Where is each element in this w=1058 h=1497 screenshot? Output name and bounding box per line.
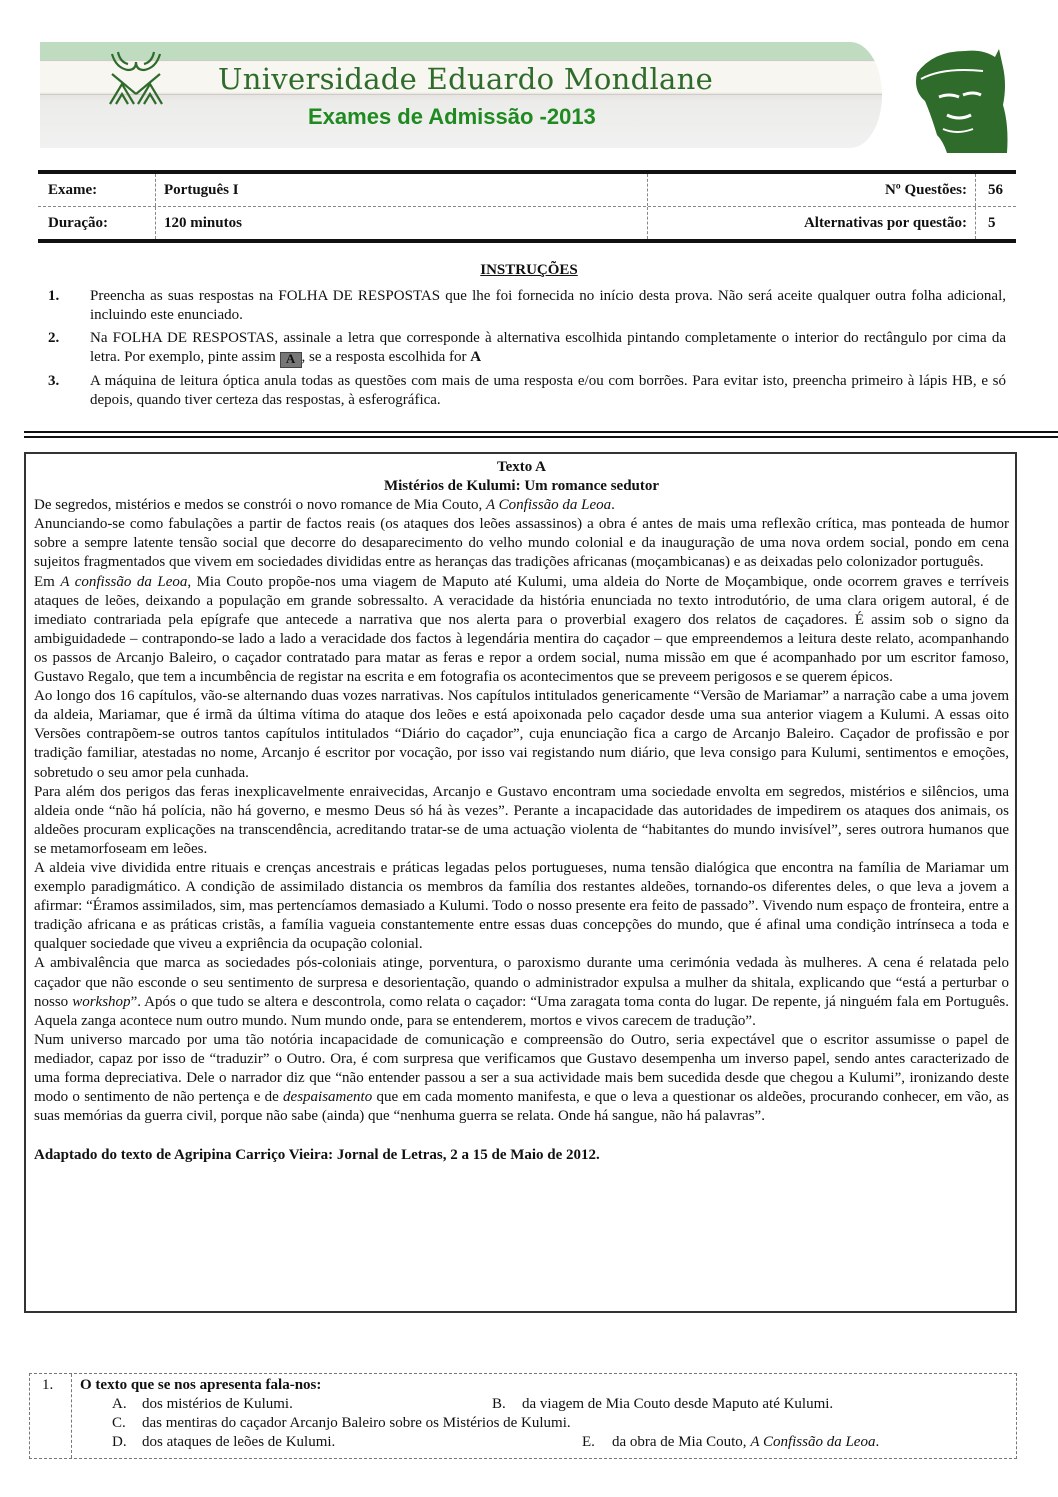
options-row xyxy=(80,1414,1016,1433)
option-c[interactable] xyxy=(112,1414,571,1433)
instruction-item xyxy=(48,287,1006,325)
paragraph: Anunciando-se como fabulações a partir de factos reais (os ataques dos leões assassinos) a obra é antes de mais uma reflexão crítica, mas ponteada de humor sobre a sempre latente tensão social que decorre do desaparecimento do velho mundo colonial e da inauguração de uma nova ordem social, pondo em cena sujeitos fragmentados que vivem em sociedades divididas entre as heranças das tradições africanas (moçambicanas) e as deixadas pelo colonizador português. xyxy=(34,516,1009,571)
instruction-text xyxy=(90,329,1006,368)
question-body xyxy=(72,1374,1016,1458)
instruction-number: 1. xyxy=(48,288,60,304)
university-name: Universidade Eduardo Mondlane xyxy=(218,62,714,96)
info-row-duration xyxy=(38,206,1016,239)
instruction-item xyxy=(48,329,1006,368)
option-text: dos ataques de leões de Kulumi. xyxy=(142,1434,336,1450)
exam-value: Português I xyxy=(156,174,648,206)
instruction-text: Preencha as suas respostas na FOLHA DE RESPOSTAS que lhe foi fornecida no início desta prova. Não será aceite qualquer outra folha adicional, incluindo este enunciado. xyxy=(90,288,1006,323)
alternatives-value: 5 xyxy=(988,214,996,231)
questions-label: Nº Questões: xyxy=(648,174,976,206)
question-table xyxy=(29,1373,1017,1459)
option-text: dos mistérios de Kulumi. xyxy=(142,1396,293,1412)
filled-answer-mark-icon: A xyxy=(280,352,302,368)
instruction-answer-letter: A xyxy=(470,349,482,365)
paragraph: Ao longo dos 16 capítulos, vão-se alternando duas vozes narrativas. Nos capítulos intitulados genericamente “Versão de Mariamar” a narração cabe a uma jovem da aldeia, Mariamar, que é irmã da última vítima do ataque dos leões e está apoixonada pelo caçador desde uma sua anterior viagem a Kulumi. A essas oito Versões contrapõem-se outros tantos capítulos intitulados “Diário do caçador”, cuja enunciação fica a cargo de Arcanjo Baleiro. Caçador de profissão e por tradição familiar, atestadas no nome, Arcanjo é escritor por vocação, por isso vai registando num diário, que leva consigo para Kulumi, sentimentos e emoções, sobretudo o seu amor pela cunhada. xyxy=(34,688,1009,781)
option-letter: B. xyxy=(492,1396,506,1412)
text-label: Texto A xyxy=(496,459,547,475)
option-e[interactable] xyxy=(582,1433,879,1452)
instructions-title: INSTRUÇÕES xyxy=(480,262,578,278)
info-row-exam xyxy=(38,174,1016,206)
option-text: das mentiras do caçador Arcanjo Baleiro sobre os Mistérios de Kulumi. xyxy=(142,1415,571,1431)
option-a[interactable] xyxy=(80,1395,492,1414)
option-letter: D. xyxy=(112,1434,127,1450)
exam-label: Exame: xyxy=(38,174,156,206)
university-logo-icon xyxy=(106,48,166,108)
instruction-text-part: , se a resposta escolhida for xyxy=(301,349,471,365)
option-text: da viagem de Mia Couto desde Maputo até Kulumi. xyxy=(522,1396,834,1412)
question-stem: O texto que se nos apresenta fala-nos: xyxy=(80,1377,322,1393)
question-number: 1. xyxy=(30,1374,72,1458)
paragraph: A ambivalência que marca as sociedades pós-coloniais atinge, porventura, o paroxismo durante uma cerimónia vedada às mulheres. A cena é relatada pelo caçador que não esconde o seu sentimento de surpresa e desorientação, quando o administrador expulsa a mulher da shitala, explicando que “está a perturbar o nosso workshop”. Após o que tudo se altera e descontrola, como relata o caçador: “Uma zaragata toma conta do lugar. De repente, já ninguém fala em Português. Aquela zanga acontece num outro mundo. Num mundo onde, para se entenderem, mortos e vivos carecem de tradução”. xyxy=(34,955,1009,1029)
duration-value: 120 minutos xyxy=(156,207,648,239)
paragraph: Em A confissão da Leoa, Mia Couto propõe-nos uma viagem de Maputo até Kulumi, uma aldeia do Norte de Moçambique, onde ocorrem graves e terríveis ataques de leões, deixando a população em grande sobressalto. A veracidade da história enunciada no texto introdutório, de uma clara origem autoral, é de imediato contrariada pela epígrafe que antecede a narrativa que nos alerta para o proverbial exagero dos relatos de caçadores. É assim sob o signo da ambiguidadede – contrapondo-se lado a lado a veracidade dos factos à legendária mentira do caçador – que empreendemos a leitura deste relato, acompanhando os passos de Arcanjo Baleiro, o caçador contratado para matar as feras e repor a ordem social, numa missão em que é acompanhado por um escritor famoso, Gustavo Regalo, que tem a incumbência de registar na escrita e em fotografia os acontecimentos que se preveem perigosos e se querem épicos. xyxy=(34,573,1009,686)
instruction-text: A máquina de leitura óptica anula todas as questões com mais de uma resposta e/ou com borrões. Para evitar isto, preencha primeiro à lápis HB, e só depois, quando tiver certeza das respostas, à esferográfica. xyxy=(90,373,1006,408)
option-letter: E. xyxy=(582,1434,595,1450)
reading-text-box xyxy=(24,452,1017,1313)
questions-value: 56 xyxy=(988,181,1003,198)
instruction-item xyxy=(48,372,1006,410)
option-text: da obra de Mia Couto, A Confissão da Leoa. xyxy=(612,1434,880,1450)
banner-divider xyxy=(40,60,882,61)
option-letter: C. xyxy=(112,1415,126,1431)
option-b[interactable] xyxy=(492,1395,833,1414)
instructions-list xyxy=(48,287,1006,414)
options-row xyxy=(80,1433,1016,1452)
option-letter: A. xyxy=(112,1396,127,1412)
text-title: Mistérios de Kulumi: Um romance sedutor xyxy=(383,478,660,495)
instruction-text-part: Na FOLHA DE RESPOSTAS, assinale a letra que corresponde à alternativa escolhida pintando completamente o interior do rectângulo por cima da letra. Por exemplo, pinte assim xyxy=(90,330,1006,365)
exam-info-table xyxy=(38,170,1016,243)
paragraph: De segredos, mistérios e medos se constrói o novo romance de Mia Couto, A Confissão da Leoa. xyxy=(34,497,615,514)
paragraph: A aldeia vive dividida entre rituais e crenças ancestrais e práticas legadas pelos portugueses, numa tensão dialógica que encontra na família de Mariamar um exemplo paradigmático. A condição de assimilado distancia os membros da família dos restantes aldeões, tornando-os diferentes deles, o que leva a jovem a afirmar: “Éramos assimilados, sim, mas pertencíamos demasiado a Kulumi. Todo o nosso presente era feito de passado”. Vivendo num espaço de fronteira, entre a tradição africana e as práticas cristãs, a família vagueia constantemente entre essas duas concepções do mundo, que é afinal uma condição intrínseca a toda e qualquer sociedade que viveu a expriência da ocupação colonial. xyxy=(34,859,1009,953)
alternatives-label: Alternativas por questão: xyxy=(648,207,976,239)
options-row xyxy=(80,1395,1016,1414)
section-divider xyxy=(24,436,1058,438)
portrait-icon xyxy=(903,45,1015,155)
instruction-number: 3. xyxy=(48,373,60,389)
exam-title: Exames de Admissão -2013 xyxy=(308,104,596,129)
option-d[interactable] xyxy=(80,1433,582,1452)
instruction-number: 2. xyxy=(48,330,60,346)
paragraph: Para além dos perigos das feras inexplicavelmente enraivecidas, Arcanjo e Gustavo encontram uma sociedade envolta em segredos, mistérios e silêncios, uma aldeia onde “não há polícia, não há governo, e mesmo Deus só há às vezes”. Perante a incapacidade das autoridades de impedirem os ataques dos animais, os aldeões procuram explicações na transcendência, acreditando tratar-se de uma actuação violenta de “habitantes do mundo invisível”, seres outrora humanos que se metamorfoseam em leões. xyxy=(34,783,1009,857)
text-source: Adaptado do texto de Agripina Carriço Vieira: Jornal de Letras, 2 a 15 de Maio de 2012. xyxy=(34,1147,600,1164)
paragraph: Num universo marcado por uma tão notória incapacidade de comunicação e compreensão do Outro, seria expectável que o escritor assumisse o papel de mediador, capaz por isso de “traduzir” o Outro. Ora, é com surpresa que verificamos que Gustavo desempenha um inverso papel, sendo antes caracterizado de uma forma depreciativa. Dele o narrador diz que “não entender passou a ser a sua actividade mais bem sucedida desde que chegou a Kulumi”, ironizando deste modo o sentimento de não pertença e de despaisamento que em cada momento manifesta, e que o leva a questionar os aldeões, procurando conhecer, em vão, as suas memórias da guerra civil, porque não sabe (ainda) que “nenhuma guerra se relata. Onde há sangue, não há palavras”. xyxy=(34,1031,1009,1125)
section-divider xyxy=(24,431,1058,433)
duration-label: Duração: xyxy=(38,207,156,239)
